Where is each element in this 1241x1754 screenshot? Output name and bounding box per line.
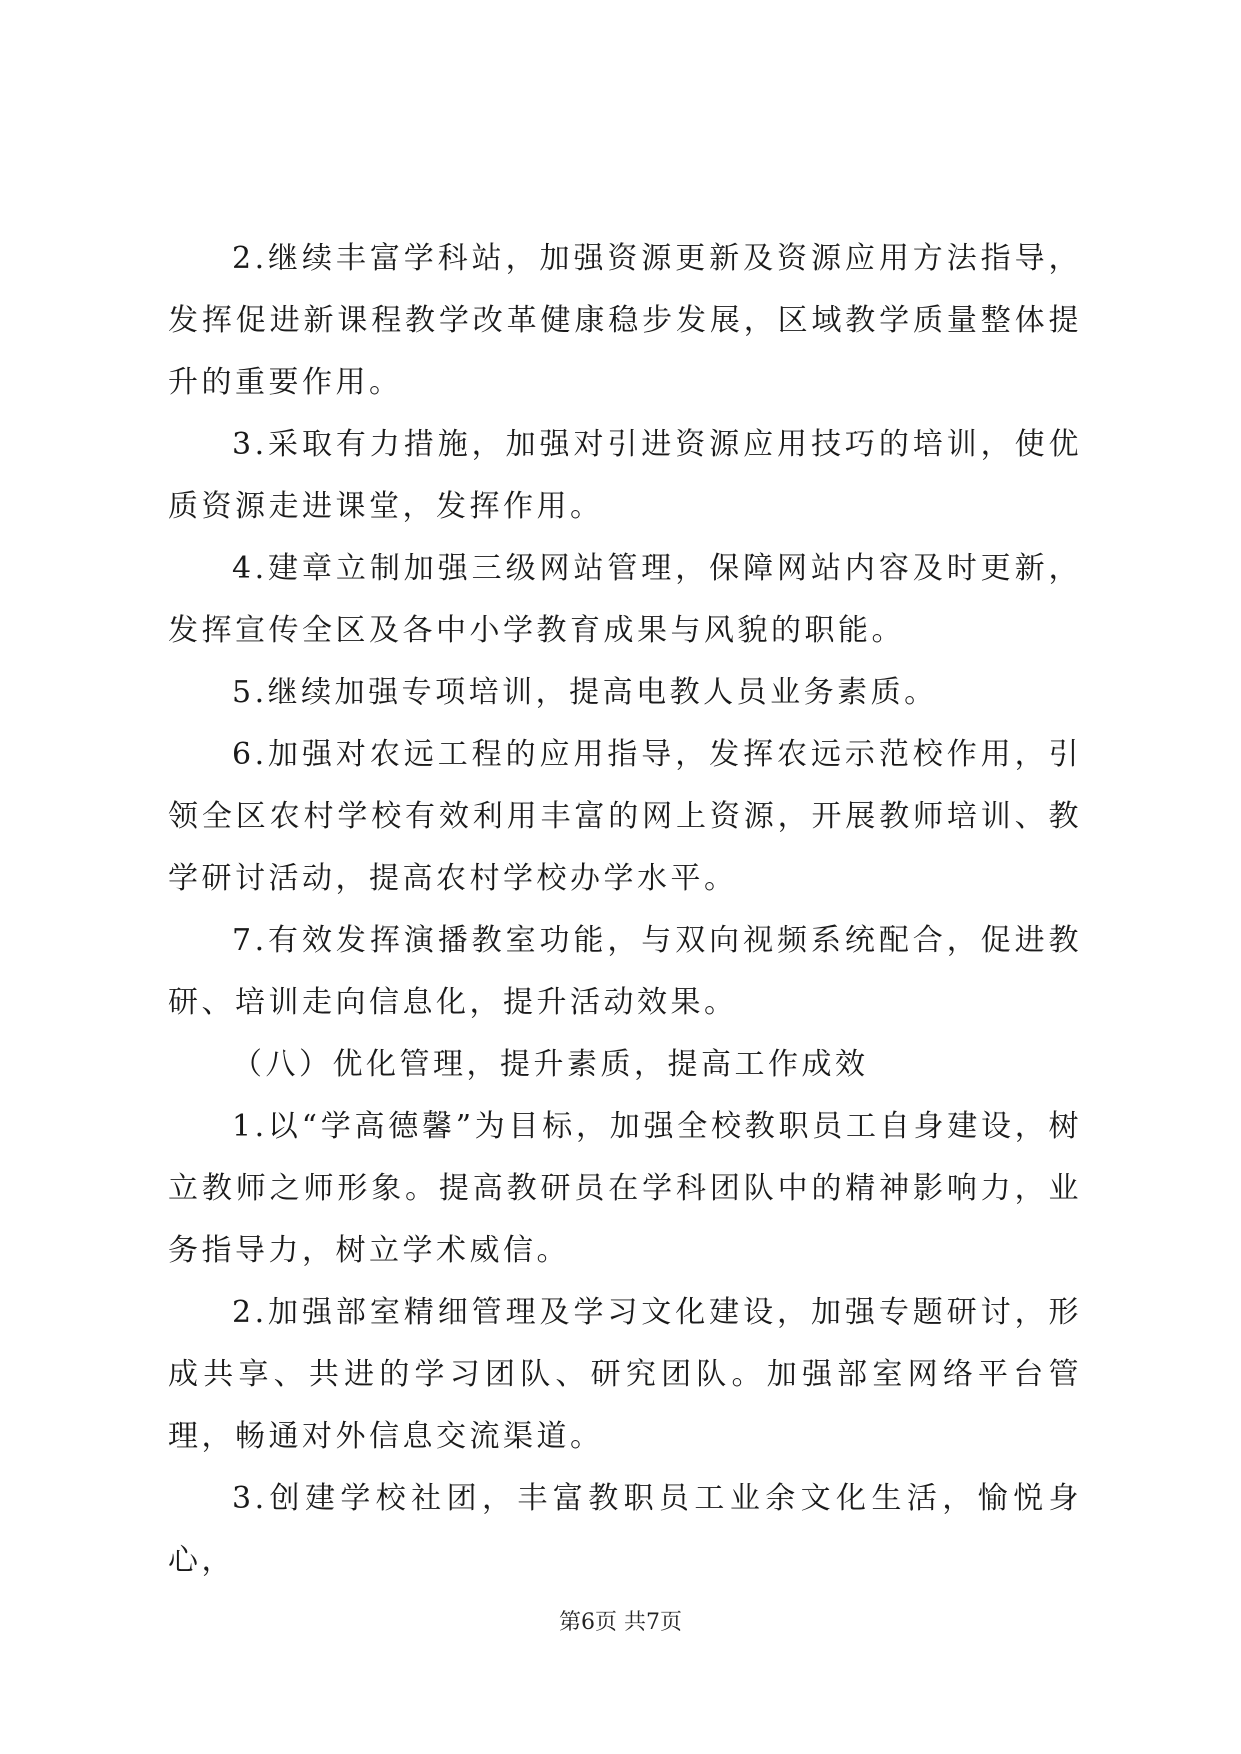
page-number: 第6页 共7页 <box>559 1610 682 1635</box>
paragraph-item-6: 6.加强对农远工程的应用指导，发挥农远示范校作用，引领全区农村学校有效利用丰富的网上资源，开展教师培训、教学研讨活动，提高农村学校办学水平。 <box>168 737 1082 896</box>
page-footer <box>0 1608 1241 1638</box>
paragraph-item-3b: 3.创建学校社团，丰富教职员工业余文化生活，愉悦身心， <box>168 1481 1082 1578</box>
paragraph-item-2b: 2.加强部室精细管理及学习文化建设，加强专题研讨，形成共享、共进的学习团队、研究团队。加强部室网络平台管理，畅通对外信息交流渠道。 <box>168 1295 1082 1454</box>
paragraph-item-1: 1.以“学高德馨”为目标，加强全校教职员工自身建设，树立教师之师形象。提高教研员在学科团队中的精神影响力，业务指导力，树立学术威信。 <box>168 1109 1082 1268</box>
document-body <box>168 228 1082 1592</box>
paragraph-item-7: 7.有效发挥演播教室功能，与双向视频系统配合，促进教研、培训走向信息化，提升活动效果。 <box>168 923 1082 1020</box>
paragraph-item-2: 2.继续丰富学科站，加强资源更新及资源应用方法指导，发挥促进新课程教学改革健康稳步发展，区域教学质量整体提升的重要作用。 <box>168 241 1082 400</box>
paragraph-item-5: 5.继续加强专项培训，提高电教人员业务素质。 <box>232 675 938 710</box>
paragraph-item-3: 3.采取有力措施，加强对引进资源应用技巧的培训，使优质资源走进课堂，发挥作用。 <box>168 427 1082 524</box>
section-heading: （八）优化管理，提升素质，提高工作成效 <box>232 1047 869 1082</box>
paragraph-item-4: 4.建章立制加强三级网站管理，保障网站内容及时更新，发挥宣传全区及各中小学教育成果与风貌的职能。 <box>168 551 1082 648</box>
